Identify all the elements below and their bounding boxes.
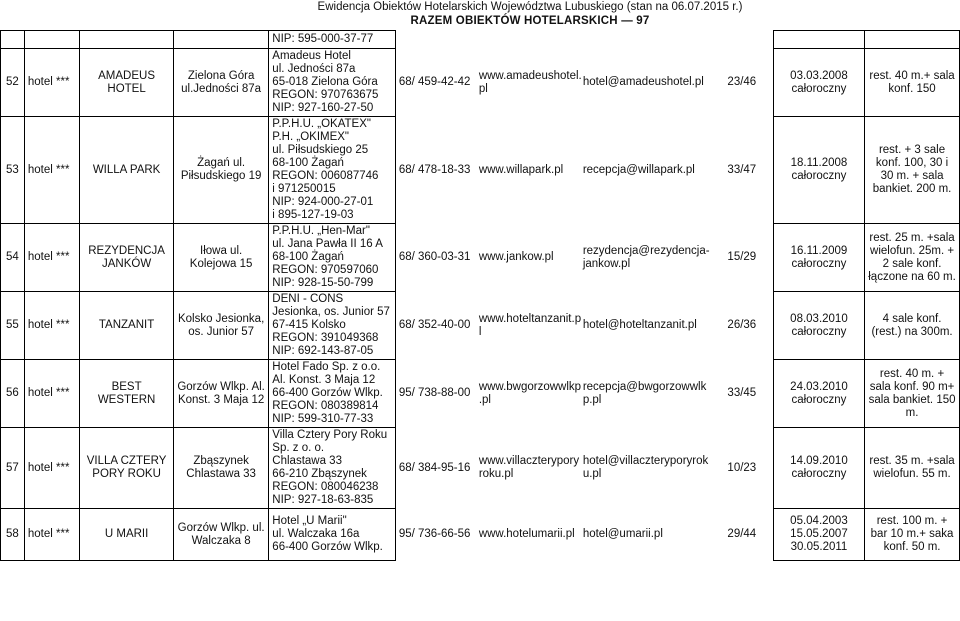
row-number: 58 [1, 509, 25, 561]
empty-cell [80, 31, 174, 49]
address-cell: Gorzów Wlkp. ul. Walczaka 8 [173, 509, 268, 561]
website-link[interactable]: www.hotelumarii.pl [478, 528, 575, 540]
phone-number: 95/ 736-66-56 [398, 528, 471, 540]
email-link[interactable]: hotel@amadeushotel.pl [582, 76, 704, 88]
owner-line: 67-415 Kolsko [272, 319, 346, 331]
conference-cell: rest. 40 m.+ sala konf. 150 [865, 49, 960, 117]
contact-cell [395, 292, 773, 360]
owner-line: 68-100 Żagań [272, 157, 344, 169]
continuation-row [1, 31, 960, 49]
category-date-cell: 18.11.2008 całoroczny [773, 117, 864, 224]
phone-number: 68/ 459-42-42 [398, 76, 471, 88]
category-cell: hotel *** [24, 49, 79, 117]
owner-line: NIP: 924-000-27-01 [272, 196, 374, 208]
address-cell: Kolsko Jesionka, os. Junior 57 [173, 292, 268, 360]
website-link[interactable]: www.hoteltanzanit.pl [478, 312, 582, 338]
owner-line: Chlastawa 33 [272, 455, 342, 467]
table-row [1, 509, 960, 561]
address-cell: Zielona Góra ul.Jedności 87a [173, 49, 268, 117]
phone-number: 95/ 738-88-00 [398, 387, 471, 399]
rooms-beds: 10/23 [727, 461, 757, 474]
hotel-name-cell: U MARII [80, 509, 174, 561]
table-row [1, 224, 960, 292]
contact-cell [395, 360, 773, 428]
owner-line: ul. Walczaka 16a [272, 528, 360, 540]
document-title: Ewidencja Obiektów Hotelarskich Województwa Lubuskiego (stan na 06.07.2015 r.) [317, 1, 743, 13]
conference-cell: rest. 40 m. + sala konf. 90 m+ sala bankiet. 150 m. [865, 360, 960, 428]
category-cell: hotel *** [24, 224, 79, 292]
table-row [1, 428, 960, 509]
category-cell: hotel *** [24, 360, 79, 428]
owner-line: Al. Konst. 3 Maja 12 [272, 374, 376, 386]
category-cell: hotel *** [24, 428, 79, 509]
rooms-beds: 29/44 [727, 528, 757, 540]
owner-line: 66-210 Zbąszynek [272, 468, 367, 480]
contact-cell [395, 117, 773, 224]
owner-line: NIP: 927-18-63-835 [272, 494, 374, 506]
website-link[interactable]: www.jankow.pl [478, 251, 554, 263]
rooms-beds: 26/36 [727, 319, 757, 331]
empty-cell [865, 31, 960, 49]
conference-cell: rest. 100 m. + bar 10 m.+ saka konf. 50 m. [865, 509, 960, 561]
phone-number: 68/ 360-03-31 [398, 251, 471, 263]
owner-cell [269, 292, 396, 360]
hotel-registry-table [0, 30, 960, 561]
address-cell: Żagań ul. Piłsudskiego 19 [173, 117, 268, 224]
owner-line: NIP: 927-160-27-50 [272, 102, 374, 114]
owner-line: i 971250015 [272, 183, 336, 195]
owner-line: i 895-127-19-03 [272, 209, 354, 221]
website-link[interactable]: www.villaczteryporyroku.pl [478, 455, 580, 480]
table-row [1, 49, 960, 117]
owner-cell [269, 428, 396, 509]
owner-line: REGON: 080046238 [272, 481, 379, 493]
owner-cell [269, 224, 396, 292]
owner-line: REGON: 970597060 [272, 264, 379, 276]
hotel-name-cell: TANZANIT [80, 292, 174, 360]
empty-cell [395, 31, 773, 49]
owner-line: 66-400 Gorzów Wlkp. [272, 387, 383, 399]
empty-cell [1, 31, 25, 49]
owner-line: Amadeus Hotel [272, 50, 351, 62]
row-number: 54 [1, 224, 25, 292]
phone-number: 68/ 352-40-00 [398, 319, 471, 331]
owner-cell [269, 117, 396, 224]
conference-cell: rest. 35 m. +sala wielofun. 55 m. [865, 428, 960, 509]
contact-cell [395, 428, 773, 509]
phone-number: 68/ 478-18-33 [398, 163, 471, 176]
category-cell: hotel *** [24, 117, 79, 224]
website-link[interactable]: www.amadeushotel.pl [478, 69, 582, 95]
table-row [1, 292, 960, 360]
owner-line: REGON: 970763675 [272, 89, 379, 101]
empty-cell [773, 31, 864, 49]
owner-line: Villa Cztery Pory Roku [272, 429, 388, 441]
document-header [270, 0, 790, 30]
category-cell: hotel *** [24, 509, 79, 561]
email-link[interactable]: recepcja@willapark.pl [582, 163, 695, 176]
email-link[interactable]: hotel@villaczteryporyroku.pl [582, 455, 709, 480]
row-number: 55 [1, 292, 25, 360]
website-link[interactable]: www.willapark.pl [478, 163, 564, 176]
owner-line: Hotel Fado Sp. z o.o. [272, 361, 381, 373]
rooms-beds: 33/47 [727, 163, 757, 176]
row-number: 56 [1, 360, 25, 428]
row-number: 57 [1, 428, 25, 509]
category-date-cell: 03.03.2008 całoroczny [773, 49, 864, 117]
hotel-name-cell: WILLA PARK [80, 117, 174, 224]
owner-line: REGON: 080389814 [272, 400, 379, 412]
owner-line: 68-100 Żagań [272, 251, 344, 263]
hotel-name-cell: AMADEUS HOTEL [80, 49, 174, 117]
rooms-beds: 15/29 [727, 251, 757, 263]
rooms-beds: 33/45 [727, 387, 757, 399]
category-cell: hotel *** [24, 292, 79, 360]
website-link[interactable]: www.bwgorzowwlkp.pl [478, 380, 582, 406]
conference-cell: rest. + 3 sale konf. 100, 30 i 30 m. + sala bankiet. 200 m. [865, 117, 960, 224]
owner-line: Sp. z o. o. [272, 442, 325, 454]
owner-cell [269, 509, 396, 561]
owner-line: NIP: 928-15-50-799 [272, 277, 374, 289]
owner-line: ul. Piłsudskiego 25 [272, 144, 369, 156]
address-cell: Zbąszynek Chlastawa 33 [173, 428, 268, 509]
owner-line: DENI - CONS [272, 293, 344, 305]
contact-cell [395, 224, 773, 292]
conference-cell: 4 sale konf. (rest.) na 300m. [865, 292, 960, 360]
conference-cell: rest. 25 m. +sala wielofun. 25m. + 2 sale konf. łączone na 60 m. [865, 224, 960, 292]
email-link[interactable]: recepcja@bwgorzowwlkp.pl [582, 380, 707, 406]
category-date-cell: 24.03.2010 całoroczny [773, 360, 864, 428]
rooms-beds: 23/46 [727, 76, 757, 88]
category-date-cell: 14.09.2010 całoroczny [773, 428, 864, 509]
table-row [1, 360, 960, 428]
owner-line: REGON: 006087746 [272, 170, 379, 182]
category-date-cell: 05.04.2003 15.05.2007 30.05.2011 [773, 509, 864, 561]
email-link[interactable]: rezydencja@rezydencja-jankow.pl [582, 244, 710, 270]
address-cell: Iłowa ul. Kolejowa 15 [173, 224, 268, 292]
owner-line: NIP: 599-310-77-33 [272, 413, 374, 425]
hotel-name-cell: VILLA CZTERY PORY ROKU [80, 428, 174, 509]
owner-line: REGON: 391049368 [272, 332, 379, 344]
table-row [1, 117, 960, 224]
category-date-cell: 08.03.2010 całoroczny [773, 292, 864, 360]
row-number: 52 [1, 49, 25, 117]
owner-line: NIP: 692-143-87-05 [272, 345, 374, 357]
owner-line: 65-018 Zielona Góra [272, 76, 378, 88]
owner-line: Jesionka, os. Junior 57 [272, 306, 390, 318]
phone-number: 68/ 384-95-16 [398, 461, 471, 474]
contact-cell [395, 509, 773, 561]
owner-nip-cell: NIP: 595-000-37-77 [269, 31, 396, 49]
owner-line: ul. Jana Pawła II 16 A [272, 238, 383, 250]
address-cell: Gorzów Wlkp. Al. Konst. 3 Maja 12 [173, 360, 268, 428]
email-link[interactable]: hotel@hoteltanzanit.pl [582, 319, 697, 331]
owner-line: 66-400 Gorzów Wlkp. [272, 541, 383, 553]
email-link[interactable]: hotel@umarii.pl [582, 528, 663, 540]
category-date-cell: 16.11.2009 całoroczny [773, 224, 864, 292]
hotel-name-cell: REZYDENCJA JANKÓW [80, 224, 174, 292]
owner-line: Hotel „U Marii" [272, 515, 347, 527]
owner-line: P.H. „OKIMEX" [272, 131, 350, 143]
empty-cell [24, 31, 79, 49]
row-number: 53 [1, 117, 25, 224]
owner-line: P.P.H.U. „Hen-Mar" [272, 225, 370, 237]
hotel-name-cell: BEST WESTERN [80, 360, 174, 428]
document-total: RAZEM OBIEKTÓW HOTELARSKICH — 97 [410, 15, 650, 27]
owner-line: P.P.H.U. „OKATEX" [272, 118, 371, 130]
empty-cell [173, 31, 268, 49]
owner-line: ul. Jedności 87a [272, 63, 356, 75]
owner-cell [269, 49, 396, 117]
contact-cell [395, 49, 773, 117]
owner-cell [269, 360, 396, 428]
